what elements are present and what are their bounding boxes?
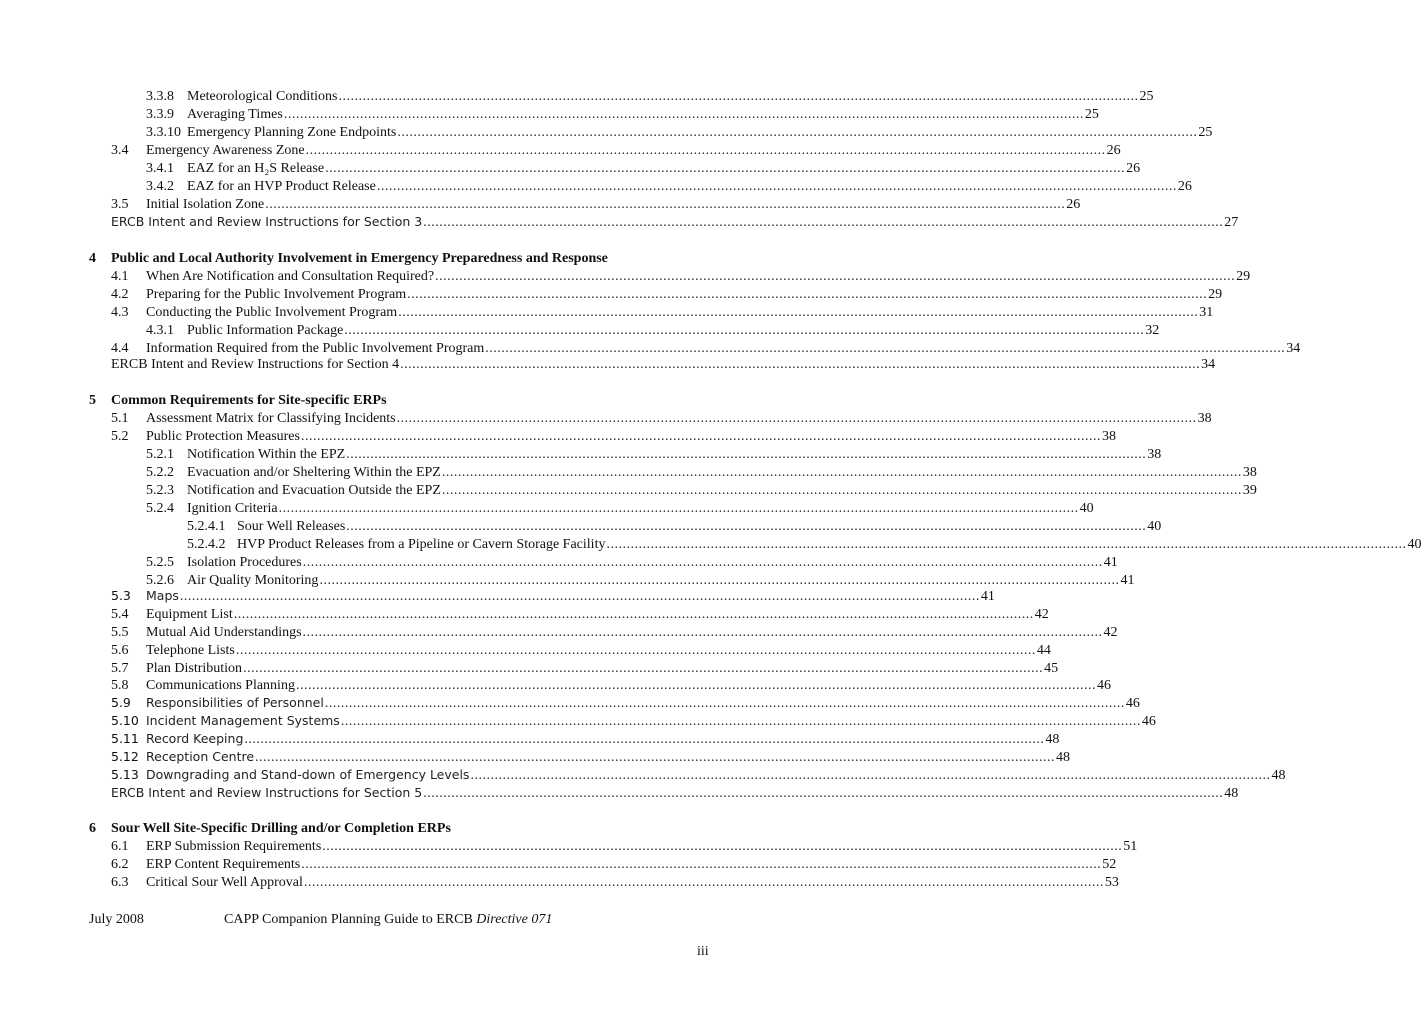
toc-entry-title: Maps — [146, 588, 179, 603]
dot-leader: ........................................................................................................................................................................................................ — [324, 696, 1125, 711]
toc-entry-number: 5.1 — [111, 411, 129, 426]
toc-entry-number: 3.4 — [111, 143, 129, 158]
toc-entry-number: 5.2.4 — [146, 501, 174, 516]
dot-leader: ........................................................................................................................................................................................................ — [305, 143, 1106, 158]
toc-entry-page: 25 — [1198, 125, 1213, 140]
dot-leader: ........................................................................................................................................................................................................ — [283, 107, 1084, 122]
dot-leader: ........................................................................................................................................................................................................ — [338, 89, 1139, 104]
dot-leader: ........................................................................................................................................................................................................ — [407, 287, 1208, 302]
toc-entry-title: Air Quality Monitoring — [187, 573, 319, 588]
toc-entry[interactable] — [111, 268, 1251, 286]
toc-entry-page: 38 — [1101, 429, 1116, 444]
toc-entry-number: 3.5 — [111, 197, 129, 212]
toc-entry[interactable] — [111, 356, 1216, 374]
toc-entry-number: 5.9 — [111, 695, 131, 710]
dot-leader: ........................................................................................................................................................................................................ — [400, 357, 1201, 372]
toc-entry-title: Averaging Times — [187, 107, 283, 122]
dot-leader: ........................................................................................................................................................................................................ — [300, 429, 1101, 444]
toc-entry[interactable] — [111, 695, 1140, 713]
toc-entry[interactable] — [146, 322, 1160, 340]
toc-entry-number: 5.5 — [111, 625, 129, 640]
dot-leader: ........................................................................................................................................................................................................ — [606, 537, 1407, 552]
toc-entry-page: 34 — [1286, 341, 1301, 356]
toc-entry-page: 42 — [1103, 625, 1118, 640]
dot-leader: ........................................................................................................................................................................................................ — [441, 483, 1242, 498]
toc-entry[interactable] — [111, 713, 1156, 731]
section-heading — [89, 392, 387, 410]
toc-entry-number: 5.2.1 — [146, 447, 174, 462]
toc-entry-page: 40 — [1079, 501, 1094, 516]
toc-entry-title: Reception Centre — [146, 749, 255, 764]
toc-entry[interactable] — [111, 785, 1239, 803]
toc-entry-number: 3.3.9 — [146, 107, 174, 122]
footer-date: July 2008 — [89, 912, 144, 927]
toc-entry-number: 6.3 — [111, 875, 129, 890]
dot-leader: ........................................................................................................................................................................................................ — [243, 661, 1044, 676]
toc-entry-number: 5.12 — [111, 749, 139, 764]
section-title: Sour Well Site-Specific Drilling and/or Completion ERPs — [111, 821, 451, 836]
toc-entry-title: Incident Management Systems — [146, 713, 340, 728]
toc-entry[interactable] — [146, 464, 1257, 482]
toc-entry-title: Conducting the Public Involvement Program — [146, 305, 398, 320]
section-number: 4 — [89, 251, 96, 266]
toc-entry-title: Information Required from the Public Involvement Program — [146, 341, 485, 356]
toc-entry-number: 5.2.4.2 — [187, 537, 226, 552]
toc-entry-page: 48 — [1271, 768, 1286, 783]
toc-entry[interactable] — [111, 214, 1239, 232]
toc-entry[interactable] — [111, 624, 1118, 642]
page-number: iii — [697, 944, 709, 959]
toc-entry-number: 5.6 — [111, 643, 129, 658]
dot-leader: ........................................................................................................................................................................................................ — [244, 732, 1045, 747]
toc-entry-page: 31 — [1199, 305, 1214, 320]
toc-entry[interactable] — [146, 160, 1141, 178]
dot-leader: ........................................................................................................................................................................................................ — [344, 323, 1145, 338]
section-title: Public and Local Authority Involvement in Emergency Preparedness and Response — [111, 251, 608, 266]
toc-entry[interactable] — [111, 677, 1111, 695]
toc-entry-title: Equipment List — [146, 607, 233, 622]
toc-entry[interactable] — [111, 874, 1119, 892]
toc-entry-page: 48 — [1045, 732, 1060, 747]
toc-entry-page: 41 — [980, 589, 995, 604]
dot-leader: ........................................................................................................................................................................................................ — [278, 501, 1079, 516]
toc-entry[interactable] — [111, 642, 1051, 660]
toc-entry-title: Public Information Package — [187, 323, 344, 338]
toc-entry[interactable] — [146, 88, 1154, 106]
toc-entry-page: 52 — [1102, 857, 1117, 872]
toc-entry[interactable] — [146, 554, 1118, 572]
toc-entry-title: HVP Product Releases from a Pipeline or Cavern Storage Facility — [237, 537, 606, 552]
dot-leader: ........................................................................................................................................................................................................ — [423, 786, 1224, 801]
toc-entry[interactable] — [111, 606, 1049, 624]
toc-entry-number: 3.3.10 — [146, 125, 181, 140]
toc-entry-title: ERP Submission Requirements — [146, 839, 322, 854]
toc-entry-number: 5.2.3 — [146, 483, 174, 498]
toc-entry-title: ERCB Intent and Review Instructions for Section 3 — [111, 214, 423, 229]
toc-entry[interactable] — [111, 838, 1138, 856]
toc-entry-number: 5.2.6 — [146, 573, 174, 588]
toc-entry-page: 38 — [1242, 465, 1257, 480]
toc-entry[interactable] — [111, 767, 1286, 785]
toc-entry-title: Emergency Awareness Zone — [146, 143, 305, 158]
toc-entry-title: EAZ for an H₂S Release — [187, 161, 325, 176]
toc-entry-page: 32 — [1145, 323, 1160, 338]
toc-entry-page: 40 — [1147, 519, 1162, 534]
toc-entry[interactable] — [146, 106, 1099, 124]
toc-entry-number: 5.2.5 — [146, 555, 174, 570]
toc-entry-number: 4.3 — [111, 305, 129, 320]
dot-leader: ........................................................................................................................................................................................................ — [376, 179, 1177, 194]
toc-entry-page: 29 — [1208, 287, 1223, 302]
toc-entry-page: 26 — [1106, 143, 1121, 158]
toc-entry[interactable] — [111, 749, 1071, 767]
toc-entry[interactable] — [111, 410, 1212, 428]
toc-entry-title: Record Keeping — [146, 731, 244, 746]
toc-entry-number: 5.8 — [111, 678, 129, 693]
toc-entry-number: 4.4 — [111, 341, 129, 356]
toc-entry-title: Initial Isolation Zone — [146, 197, 265, 212]
toc-entry-number: 4.3.1 — [146, 323, 174, 338]
toc-entry-title: Mutual Aid Understandings — [146, 625, 302, 640]
dot-leader: ........................................................................................................................................................................................................ — [295, 678, 1096, 693]
toc-entry-page: 38 — [1147, 447, 1162, 462]
toc-entry-page: 25 — [1084, 107, 1099, 122]
toc-entry[interactable] — [187, 536, 1421, 554]
toc-entry-page: 38 — [1197, 411, 1212, 426]
toc-entry-page: 44 — [1036, 643, 1051, 658]
toc-entry-title: Critical Sour Well Approval — [146, 875, 303, 890]
toc-entry[interactable] — [111, 142, 1121, 160]
dot-leader: ........................................................................................................................................................................................................ — [302, 625, 1103, 640]
toc-entry-page: 41 — [1103, 555, 1118, 570]
toc-entry-title: Sour Well Releases — [237, 519, 346, 534]
toc-entry[interactable] — [146, 178, 1192, 196]
toc-entry-number: 5.2 — [111, 429, 129, 444]
toc-entry[interactable] — [146, 500, 1094, 518]
toc-entry-page: 53 — [1104, 875, 1119, 890]
toc-entry[interactable] — [111, 588, 995, 606]
dot-leader: ........................................................................................................................................................................................................ — [441, 465, 1242, 480]
toc-entry-page: 51 — [1123, 839, 1138, 854]
toc-entry-page: 40 — [1407, 537, 1421, 552]
dot-leader: ........................................................................................................................................................................................................ — [396, 411, 1197, 426]
dot-leader: ........................................................................................................................................................................................................ — [398, 305, 1199, 320]
dot-leader: ........................................................................................................................................................................................................ — [302, 555, 1103, 570]
toc-entry[interactable] — [111, 196, 1081, 214]
toc-entry[interactable] — [111, 286, 1223, 304]
toc-entry-number: 5.11 — [111, 731, 139, 746]
toc-entry-title: Telephone Lists — [146, 643, 235, 658]
toc-entry-title: Plan Distribution — [146, 661, 243, 676]
dot-leader: ........................................................................................................................................................................................................ — [303, 875, 1104, 890]
toc-entry-title: Isolation Procedures — [187, 555, 302, 570]
toc-entry-number: 3.4.2 — [146, 179, 174, 194]
dot-leader: ........................................................................................................................................................................................................ — [301, 857, 1102, 872]
toc-entry-number: 5.10 — [111, 713, 139, 728]
dot-leader: ........................................................................................................................................................................................................ — [470, 768, 1271, 783]
toc-entry-title: Notification and Evacuation Outside the EPZ — [187, 483, 441, 498]
toc-entry[interactable] — [146, 124, 1213, 142]
toc-entry[interactable] — [146, 482, 1257, 500]
toc-entry-number: 5.2.2 — [146, 465, 174, 480]
dot-leader: ........................................................................................................................................................................................................ — [235, 643, 1036, 658]
toc-entry-page: 48 — [1224, 786, 1239, 801]
toc-entry-number: 4.1 — [111, 269, 129, 284]
toc-entry-number: 5.13 — [111, 767, 139, 782]
section-heading — [89, 820, 451, 838]
toc-entry-page: 34 — [1201, 357, 1216, 372]
dot-leader: ........................................................................................................................................................................................................ — [435, 269, 1236, 284]
toc-entry-title: Meteorological Conditions — [187, 89, 338, 104]
dot-leader: ........................................................................................................................................................................................................ — [265, 197, 1066, 212]
toc-entry-title: Communications Planning — [146, 678, 295, 693]
toc-entry-title: Responsibilities of Personnel — [146, 695, 324, 710]
dot-leader: ........................................................................................................................................................................................................ — [179, 589, 980, 604]
toc-entry-title: ERCB Intent and Review Instructions for Section 4 — [111, 357, 400, 372]
toc-entry[interactable] — [146, 446, 1162, 464]
dot-leader: ........................................................................................................................................................................................................ — [325, 161, 1126, 176]
dot-leader: ........................................................................................................................................................................................................ — [255, 750, 1056, 765]
toc-entry-title: When Are Notification and Consultation Required? — [146, 269, 435, 284]
toc-entry-number: 3.3.8 — [146, 89, 174, 104]
dot-leader: ........................................................................................................................................................................................................ — [397, 125, 1198, 140]
toc-entry-number: 5.4 — [111, 607, 129, 622]
toc-entry-page: 25 — [1139, 89, 1154, 104]
dot-leader: ........................................................................................................................................................................................................ — [346, 519, 1147, 534]
toc-entry-page: 41 — [1120, 573, 1135, 588]
section-number: 6 — [89, 821, 96, 836]
toc-entry-page: 46 — [1096, 678, 1111, 693]
toc-entry-number: 5.7 — [111, 661, 129, 676]
toc-entry-page: 42 — [1034, 607, 1049, 622]
toc-entry-title: Downgrading and Stand-down of Emergency Levels — [146, 767, 470, 782]
toc-entry[interactable] — [111, 428, 1116, 446]
toc-entry-page: 26 — [1177, 179, 1192, 194]
toc-entry-title: Preparing for the Public Involvement Program — [146, 287, 407, 302]
dot-leader: ........................................................................................................................................................................................................ — [322, 839, 1123, 854]
dot-leader: ........................................................................................................................................................................................................ — [319, 573, 1120, 588]
dot-leader: ........................................................................................................................................................................................................ — [340, 714, 1141, 729]
dot-leader: ........................................................................................................................................................................................................ — [485, 341, 1286, 356]
toc-entry-number: 6.1 — [111, 839, 129, 854]
toc-entry-page: 46 — [1141, 714, 1156, 729]
toc-entry-number: 6.2 — [111, 857, 129, 872]
toc-entry-page: 27 — [1224, 215, 1239, 230]
toc-entry[interactable] — [111, 731, 1060, 749]
toc-entry-title: Ignition Criteria — [187, 501, 278, 516]
toc-entry-title: ERCB Intent and Review Instructions for Section 5 — [111, 785, 423, 800]
toc-entry-page: 45 — [1044, 661, 1059, 676]
toc-entry-page: 46 — [1125, 696, 1140, 711]
toc-entry[interactable] — [187, 518, 1162, 536]
section-title: Common Requirements for Site-specific ERPs — [111, 393, 387, 408]
toc-entry-title: Notification Within the EPZ — [187, 447, 346, 462]
dot-leader: ........................................................................................................................................................................................................ — [233, 607, 1034, 622]
section-heading — [89, 250, 608, 268]
toc-entry-title: Emergency Planning Zone Endpoints — [187, 125, 397, 140]
section-number: 5 — [89, 393, 96, 408]
toc-entry-page: 26 — [1126, 161, 1141, 176]
toc-entry-title: Public Protection Measures — [146, 429, 300, 444]
toc-entry[interactable] — [111, 660, 1059, 678]
toc-entry[interactable] — [111, 304, 1214, 322]
toc-entry-page: 39 — [1242, 483, 1257, 498]
dot-leader: ........................................................................................................................................................................................................ — [346, 447, 1147, 462]
toc-entry-number: 3.4.1 — [146, 161, 174, 176]
toc-entry-page: 26 — [1066, 197, 1081, 212]
footer-title-text: CAPP Companion Planning Guide to ERCB — [224, 912, 473, 927]
toc-entry-title: EAZ for an HVP Product Release — [187, 179, 376, 194]
footer-title — [224, 912, 552, 928]
toc-entry-title: ERP Content Requirements — [146, 857, 301, 872]
dot-leader: ........................................................................................................................................................................................................ — [423, 215, 1224, 230]
toc-entry-title: Assessment Matrix for Classifying Incidents — [146, 411, 396, 426]
toc-entry-page: 48 — [1056, 750, 1071, 765]
toc-entry[interactable] — [111, 856, 1117, 874]
toc-entry-title: Evacuation and/or Sheltering Within the EPZ — [187, 465, 441, 480]
toc-entry-number: 5.3 — [111, 588, 131, 603]
toc-entry-page: 29 — [1236, 269, 1251, 284]
toc-entry-number: 4.2 — [111, 287, 129, 302]
toc-entry-number: 5.2.4.1 — [187, 519, 226, 534]
footer-title-italic: Directive 071 — [476, 912, 553, 927]
